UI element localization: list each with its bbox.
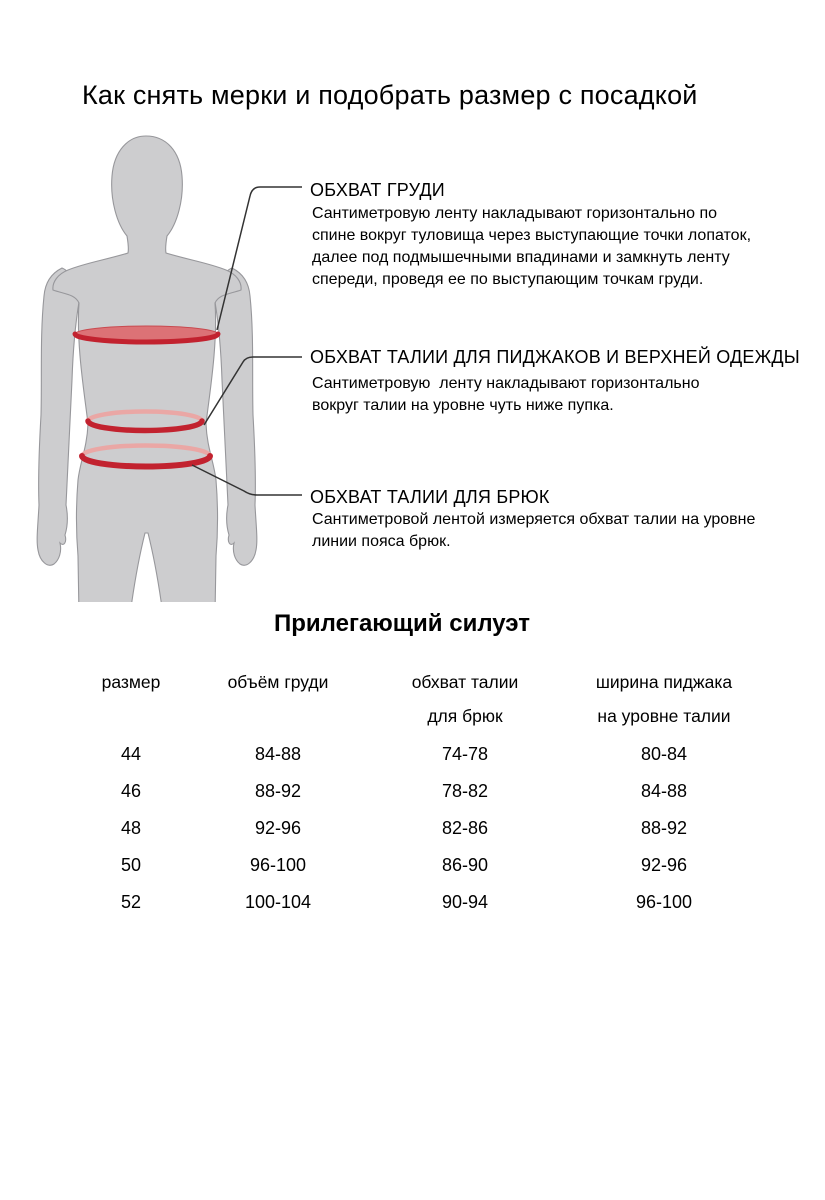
cell-size: 46 — [120, 781, 142, 801]
column-subheader-waist-trousers: для брюк — [427, 706, 503, 726]
annotation-jacket-waist-heading: ОБХВАТ ТАЛИИ ДЛЯ ПИДЖАКОВ И ВЕРХНЕЙ ОДЕЖДЫ — [310, 347, 800, 367]
cell-waist: 82-86 — [441, 818, 489, 838]
cell-jacket-width: 96-100 — [635, 892, 693, 912]
annotation-chest-line: Сантиметровую ленту накладывают горизонтально по — [312, 205, 718, 222]
cell-waist: 74-78 — [441, 744, 489, 764]
cell-waist: 78-82 — [441, 781, 489, 801]
annotation-jacket-waist-line: вокруг талии на уровне чуть ниже пупка. — [312, 397, 614, 414]
cell-jacket-width: 80-84 — [640, 744, 688, 764]
annotation-chest-line: спереди, проведя ее по выступающим точкам груди. — [312, 271, 704, 288]
annotation-trouser-waist-heading: ОБХВАТ ТАЛИИ ДЛЯ БРЮК — [310, 487, 550, 507]
cell-jacket-width: 88-92 — [640, 818, 688, 838]
cell-chest: 92-96 — [254, 818, 302, 838]
cell-waist: 90-94 — [441, 892, 489, 912]
chest-band — [75, 326, 218, 342]
body-figure — [0, 125, 340, 602]
cell-waist: 86-90 — [441, 855, 489, 875]
page-title: Как снять мерки и подобрать размер с посадкой — [82, 80, 698, 110]
column-subheader-chest — [206, 696, 350, 736]
body-silhouette — [53, 136, 241, 602]
size-table — [56, 668, 748, 921]
annotation-trouser-waist-line: линии пояса брюк. — [312, 533, 451, 550]
annotation-trouser-waist-line: Сантиметровой лентой измеряется обхват талии на уровне — [312, 511, 756, 528]
column-subheader-jacket-width: на уровне талии — [597, 706, 731, 726]
cell-size: 52 — [120, 892, 142, 912]
annotation-trouser-waist-text — [312, 509, 755, 553]
cell-chest: 100-104 — [244, 892, 312, 912]
annotation-chest-line: спине вокруг туловища через выступающие точки лопаток, — [312, 227, 752, 244]
column-header-jacket-width: ширина пиджака — [595, 672, 733, 692]
annotation-jacket-waist-line: Сантиметровую ленту накладывают горизонтально — [312, 375, 700, 392]
left-arm — [37, 268, 79, 565]
column-header-waist-trousers: обхват талии — [411, 672, 519, 692]
cell-chest: 88-92 — [254, 781, 302, 801]
cell-chest: 96-100 — [249, 855, 307, 875]
column-header-size: размер — [101, 672, 161, 692]
cell-size: 50 — [120, 855, 142, 875]
annotation-chest-line: далее под подмышечными впадинами и замкнуть ленту — [312, 249, 730, 266]
cell-chest: 84-88 — [254, 744, 302, 764]
size-table-title: Прилегающий силуэт — [274, 610, 530, 637]
annotation-jacket-waist-text — [312, 373, 699, 417]
annotation-chest-text — [312, 203, 751, 291]
cell-jacket-width: 84-88 — [640, 781, 688, 801]
cell-size: 48 — [120, 818, 142, 838]
column-subheader-size — [56, 696, 206, 736]
annotation-chest-heading: ОБХВАТ ГРУДИ — [310, 180, 445, 200]
cell-jacket-width: 92-96 — [640, 855, 688, 875]
cell-size: 44 — [120, 744, 142, 764]
column-header-chest: объём груди — [227, 672, 329, 692]
